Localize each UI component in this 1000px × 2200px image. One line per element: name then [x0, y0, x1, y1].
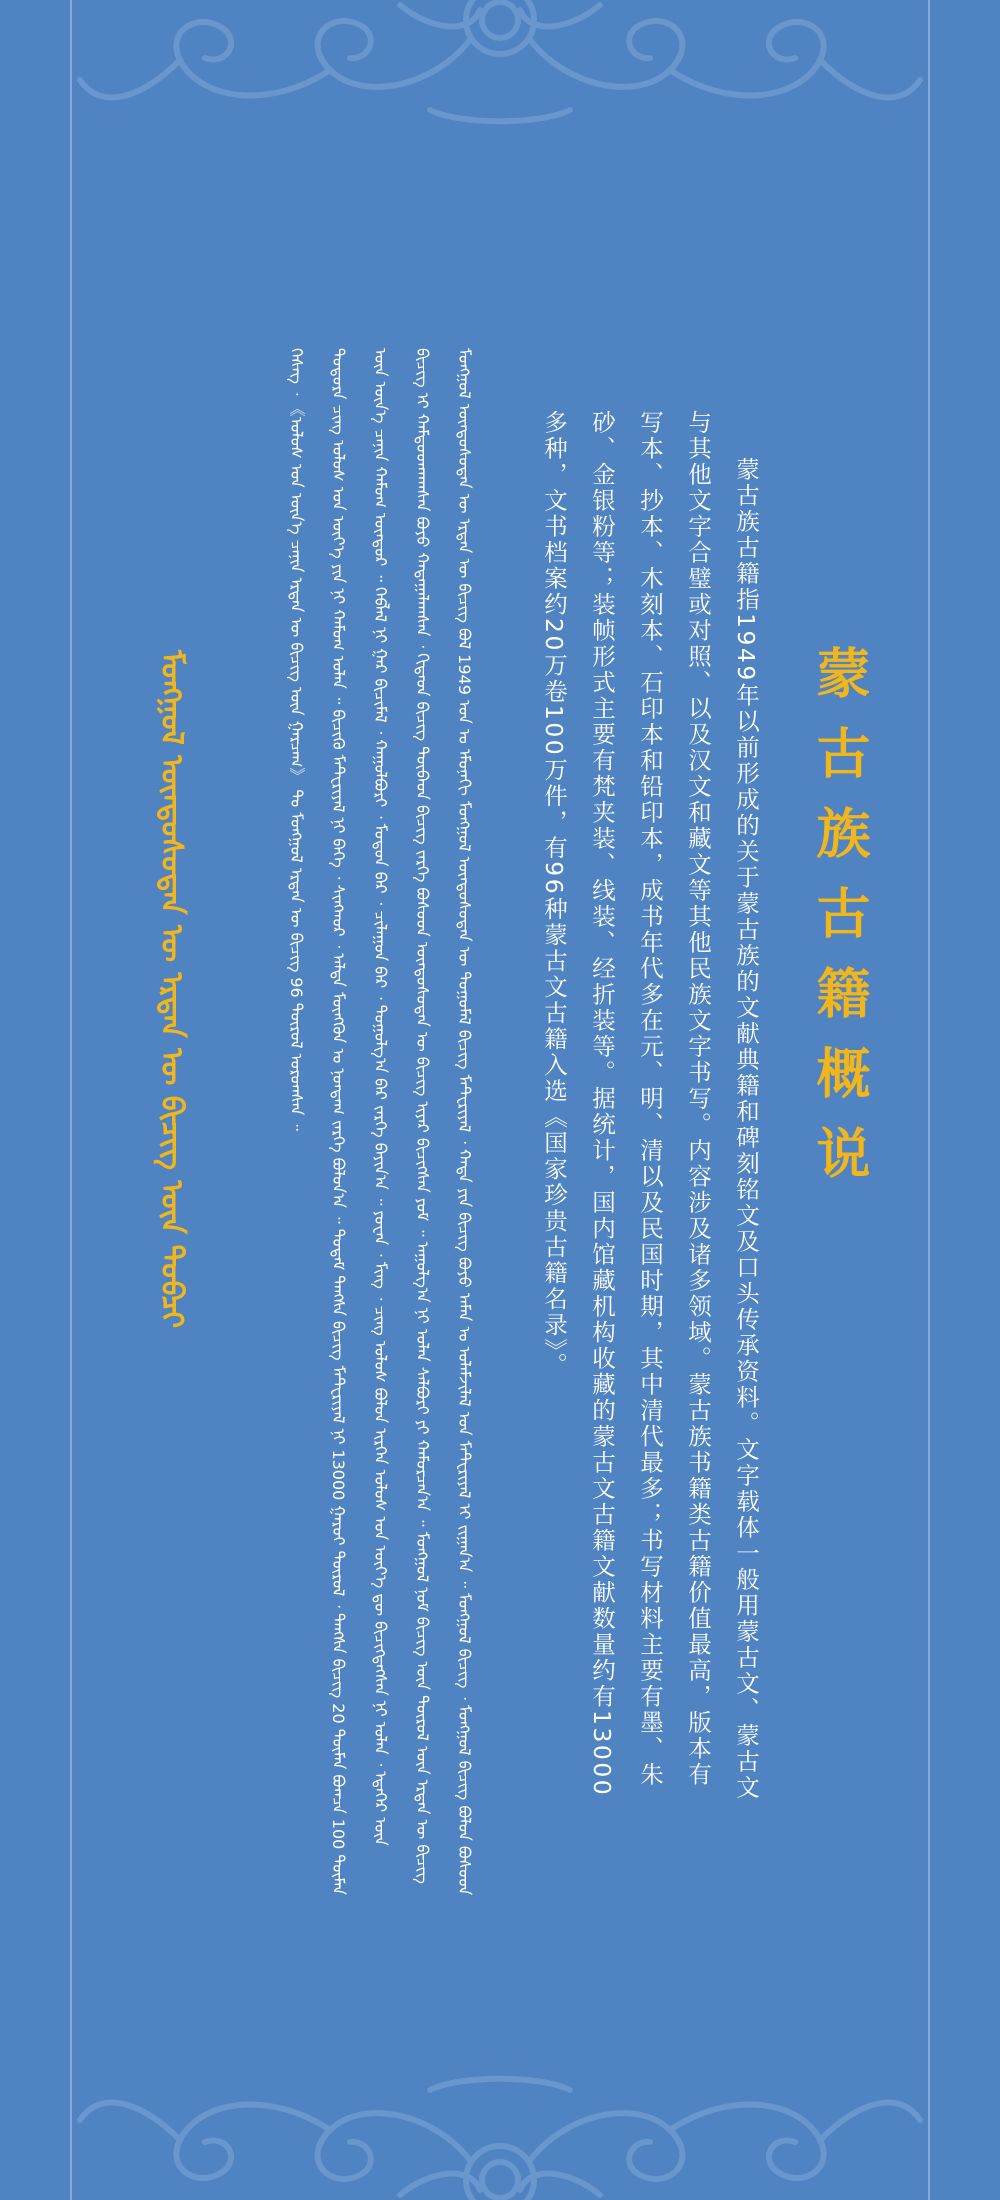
chinese-title: 蒙古族古籍概说: [808, 645, 871, 1205]
mongolian-title: ᠮᠣᠩᠭᠣᠯ ᠦᠨᠳᠦᠰᠦᠲᠡᠨ ᠦ ᠡᠷᠲᠡᠨ ᠦ ᠪᠢᠴᠢᠭ ᠦᠨ ᠲᠣᠪᠴᠢ: [154, 650, 189, 1329]
mongolian-body-text: ᠮᠣᠩᠭᠣᠯ ᠦᠨᠳᠦᠰᠦᠲᠡᠨ ᠦ ᠡᠷᠲᠡᠨ ᠦ ᠪᠢᠴᠢᠭ ᠪᠣᠯ 1949 ᠣᠨ ᠤ ᠡᠮᠦᠨᠡᠬᠢ ᠮᠣᠩᠭᠣᠯ ᠦᠨᠳᠦᠰᠦᠲᠡᠨ ᠦ ᠳᠤᠭᠤᠮᠠᠯ ᠪᠢᠴᠢᠭ ᠮᠠᠲᠧᠷᠢᠶᠠᠯ ᠂ ᠬᠠᠳᠠ ᠶᠢᠨ ᠪᠢᠴᠢᠭ ᠪᠤᠶᠤ ᠠᠮᠠᠨ ᠤ ᠤᠯᠠᠮᠵᠢᠯᠠᠯ ᠤᠨ ᠮᠠᠲᠧᠷᠢᠶᠠᠯ ᠢ ᠵᠢᠭᠠᠨ᠎ᠠ ᠃ ᠮᠣᠩᠭᠣᠯ ᠪᠢᠴᠢᠭ ᠂ ᠮᠣᠩᠭᠣᠯ ᠪᠢᠴᠢᠭ ᠪᠣᠯᠣᠨ ᠪᠤᠰᠤᠳ ᠪᠢᠴᠢᠭ ᠢ ᠬᠠᠮᠲᠤᠳᠬᠠᠭᠰᠠᠨ ᠪᠤᠶᠤ ᠬᠠᠳᠠᠭᠠᠯᠠᠭᠰᠠᠨ ᠂ ᠬᠢᠲᠠᠳ ᠪᠢᠴᠢᠭ ᠲᠥᠪᠡᠳ ᠪᠢᠴᠢᠭ ᠵᠡᠷᠭᠡ ᠪᠤᠰᠤᠳ ᠦᠨᠳᠦᠰᠦᠲᠡᠨ ᠦ ᠪᠢᠴᠢᠭ ᠢᠶᠡᠷ ᠪᠢᠴᠢᠭᠰᠡᠨ ᠶᠤᠮ ᠃ ᠠᠭᠤᠯᠭ᠎ᠠ ᠨᠢ ᠣᠯᠠᠨ ᠰᠠᠯᠪᠤᠷᠢ ᠶᠢ ᠬᠠᠮᠤᠷᠴᠠᠨ᠎ᠠ ᠃ ᠮᠣᠩᠭᠣᠯ ᠨᠣᠮ ᠪᠢᠴᠢᠭ ᠦᠨ ᠲᠥᠷᠦᠯ ᠦᠨ ᠡᠷᠲᠡᠨ ᠦ ᠪᠢᠴᠢᠭ ᠦᠨ ᠦᠨ᠎ᠡ ᠴᠡᠨᠢᠨ ᠬᠠᠮᠤᠭ ᠦᠨᠳᠦᠷ ᠃ ᠬᠡᠪᠯᠡᠯ ᠨᠢ ᠭᠠᠷ ᠪᠢᠴᠢᠮᠡᠯ ᠂ ᠬᠠᠭᠤᠯᠪᠤᠷᠢ ᠂ ᠮᠣᠳᠤᠨ ᠪᠠᠷ ᠂ ᠴᠢᠯᠠᠭᠤᠨ ᠪᠠᠷ ᠂ ᠲᠤᠭᠤᠯᠭ᠎ᠠ ᠪᠠᠷ ᠵᠡᠷᠭᠡ ᠪᠠᠶᠢᠨ᠎ᠠ ᠃ ᠶᠤᠸᠠᠨ ᠂ ᠮᠢᠩ ᠂ ᠴᠢᠩ ᠤᠯᠤᠰ ᠪᠣᠯᠣᠨ ᠢᠷᠭᠡᠨ ᠤᠯᠤᠰ ᠤᠨ ᠦᠶ᠎ᠡ ᠳᠦ ᠪᠢᠴᠢᠭᠳᠡᠭᠰᠡᠨ ᠨᠢ ᠣᠯᠠᠨ ᠂ ᠡᠳᠡᠭᠡᠷ ᠦᠨ ᠳᠣᠲᠣᠷᠠ ᠴᠢᠩ ᠤᠯᠤᠰ ᠤᠨ ᠦᠶ᠎ᠡ ᠶᠢᠨ ᠨᠢ ᠬᠠᠮᠤᠭ ᠣᠯᠠᠨ ᠃ ᠪᠢᠴᠢᠬᠦ ᠮᠠᠲᠧᠷᠢᠶᠠᠯ ᠨᠢ ᠪᠡᠬᠡ ᠂ ᠰᠢᠩᠬᠤᠷ ᠂ ᠠᠯᠲᠠ ᠮᠥᠩᠭᠦᠨ ᠤ ᠨᠤᠨᠲᠠᠭ ᠵᠡᠷᠭᠡ ᠪᠣᠯᠤᠨ᠎ᠠ ᠃ ᠳᠤᠲᠠᠮ ᠳᠠᠩᠰᠠ ᠪᠢᠴᠢᠭ ᠮᠠᠲᠧᠷᠢᠶᠠᠯ ᠨᠢ 13000 ᠭᠠᠷᠤᠢ ᠲᠥᠷᠦᠯ ᠂ ᠳᠠᠩᠰᠠ ᠪᠢᠴᠢᠭ 20 ᠲᠦᠮᠡᠨ ᠪᠣᠭᠴᠠ 100 ᠲᠦᠮᠡᠨ ᠬᠡᠰᠡᠭ ᠂ 《ᠤᠯᠤᠰ ᠤᠨ ᠦᠨ᠎ᠡ ᠴᠡᠨᠢᠨ ᠡᠷᠲᠡᠨ ᠦ ᠪᠢᠴᠢᠭ ᠦᠨ ᠭᠠᠷᠴᠠᠭ》 ᠲᠤ ᠮᠣᠩᠭᠣᠯ ᠡᠷᠲᠡᠨ ᠦ ᠪᠢᠴᠢᠭ 96 ᠲᠥᠷᠦᠯ ᠣᠷᠣᠭᠰᠠᠨ ᠃: [287, 348, 474, 1896]
bottom-ornament: [0, 2050, 1000, 2200]
left-border-line: [70, 0, 72, 2200]
chinese-body-text: 蒙古族古籍指1949年以前形成的关于蒙古族的文献典籍和碑刻铭文及口头传承资料。文字载体一般用蒙古文、蒙古文与其他文字合璧或对照、以及汉文和藏文等其他民族文字书写。内容涉及诸多领域。蒙古族书籍类古籍价值最高，版本有写本、抄本、木刻本、石印本和铅印本，成书年代多在元、明、清以及民国时期，其中清代最多；书写材料主要有墨、朱砂、金银粉等；装帧形式主要有梵夹装、线装、经折装等。据统计，国内馆藏机构收藏的蒙古文古籍文献数量约有13000多种，文书档案约20万卷100万件，有96种蒙古文古籍入选《国家珍贵古籍名录》。: [540, 410, 760, 1801]
right-border-line: [928, 0, 930, 2200]
top-ornament: [0, 0, 1000, 140]
